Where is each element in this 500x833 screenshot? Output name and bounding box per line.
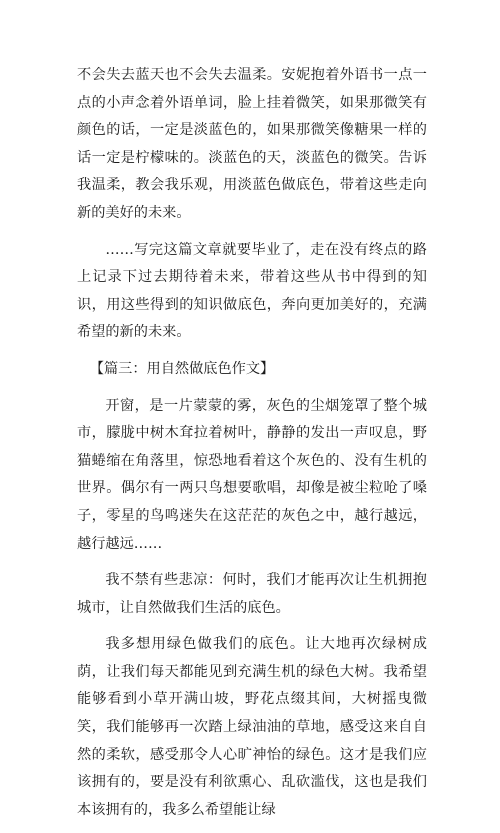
- paragraph-sorrow: 我不禁有些悲凉：何时，我们才能再次让生机拥抱城市，让自然做我们生活的底色。: [77, 572, 427, 616]
- document-body: [77, 62, 427, 833]
- paragraph-window-fog: 开窗，是一片蒙蒙的雾，灰色的尘烟笼罩了整个城市，朦胧中树木耷拉着树叶，静静的发出一声叹息，野猫蜷缩在角落里，惊恐地看着这个灰色的、没有生机的世界。偶尔有一两只鸟想要歌唱，却像是被尘粒呛了嗓子，零星的鸟鸣迷失在这茫茫的灰色之中，越行越远，越行越远……: [77, 397, 427, 552]
- paragraph-continuation: 不会失去蓝天也不会失去温柔。安妮抱着外语书一点一点的小声念着外语单词，脸上挂着微笑，如果那微笑有颜色的话，一定是淡蓝色的，如果那微笑像糖果一样的话一定是柠檬味的。淡蓝色的天，淡蓝色的微笑。告诉我温柔，教会我乐观，用淡蓝色做底色，带着这些走向新的美好的未来。: [77, 67, 427, 221]
- paragraph-closing: ……写完这篇文章就要毕业了，走在没有终点的路上记录下过去期待着未来，带着这些从书中得到的知识，用这些得到的知识做底色，奔向更加美好的，充满希望的新的未来。: [77, 241, 427, 341]
- paragraph-green-wish: 我多想用绿色做我们的底色。让大地再次绿树成荫，让我们每天都能见到充满生机的绿色大树。我希望能够看到小草开满山坡，野花点缀其间，大树摇曳微笑，我们能够再一次踏上绿油油的草地，感受这来自自然的柔软，感受那令人心旷神怡的绿色。这才是我们应该拥有的，要是没有利欲熏心、乱砍滥伐，这也是我们本该拥有的，我多么希望能让绿: [77, 636, 427, 818]
- section-heading: 【篇三：用自然做底色作文】: [89, 360, 275, 377]
